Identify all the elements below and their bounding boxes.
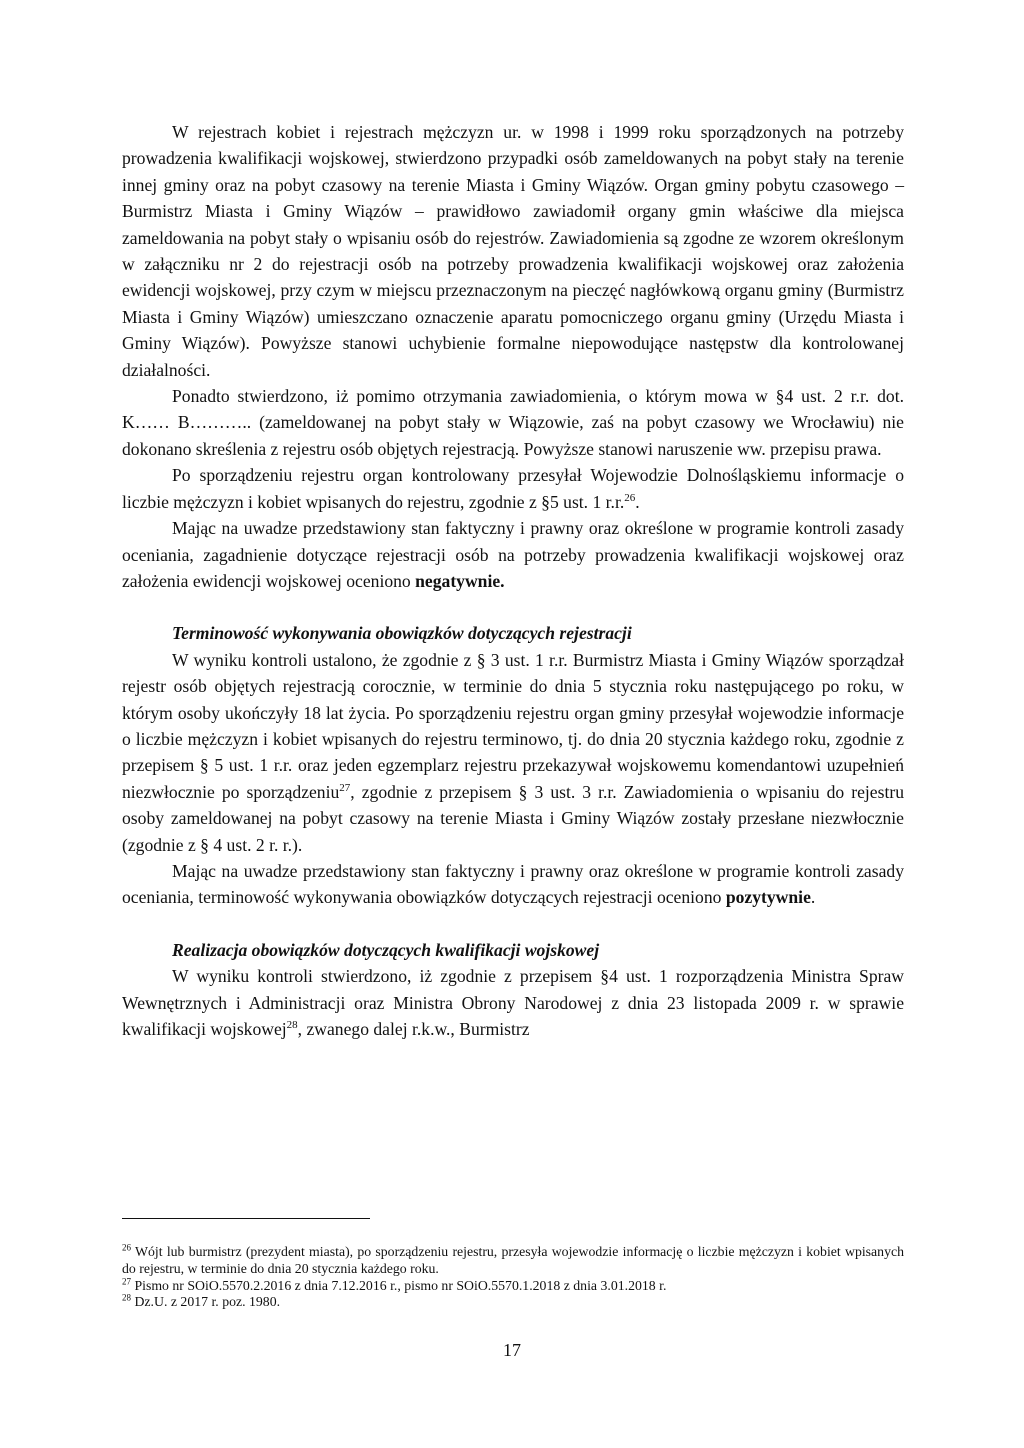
footnote-text: Dz.U. z 2017 r. poz. 1980. xyxy=(131,1294,281,1310)
footnote xyxy=(122,1278,904,1295)
page-number: 17 xyxy=(503,1340,521,1360)
paragraph xyxy=(122,515,904,594)
paragraph-text: , zwanego dalej r.k.w., Burmistrz xyxy=(297,1019,530,1039)
paragraph-text: W wyniku kontroli ustalono, że zgodnie z § 3 ust. 1 r.r. Burmistrz Miasta i Gminy Wiązów sporządzał rejestr osób objętych rejestracją corocznie, w terminie do dnia 5 stycznia roku następującego po roku, w którym osoby ukończyły 18 lat życia. Po sporządzeniu rejestru organ gminy przesyłał wojewodzie informacje o liczbie mężczyzn i kobiet wpisanych do rejestru terminowo, tj. do dnia 20 stycznia każdego roku, zgodnie z przepisem § 5 ust. 1 r.r. oraz jeden egzemplarz rejestru przekazywał wojskowemu komendantowi uzupełnień niezwłocznie po sporządzeniu xyxy=(122,649,904,802)
assessment-result: negatywnie. xyxy=(415,570,505,591)
footnote-ref[interactable]: 28 xyxy=(286,1019,298,1032)
paragraph xyxy=(122,963,904,1042)
paragraph-text: Mając na uwadze przedstawiony stan faktyczny i prawny oraz określone w programie kontroli zasady oceniania, terminowość wykonywania obowiązków dotyczących rejestracji oceniono xyxy=(122,860,904,908)
paragraph xyxy=(122,647,904,858)
paragraph xyxy=(122,462,904,515)
body-text xyxy=(122,119,904,1042)
footnote-number: 26 xyxy=(122,1242,131,1253)
paragraph-text: . xyxy=(635,491,640,512)
paragraph xyxy=(122,383,904,462)
section-heading-text: Realizacja obowiązków dotyczących kwalifikacji wojskowej xyxy=(172,939,600,960)
paragraph xyxy=(122,119,904,383)
footnote-text: Pismo nr SOiO.5570.2.2016 z dnia 7.12.2016 r., pismo nr SOiO.5570.1.2018 z dnia 3.01.2018 r. xyxy=(131,1277,667,1293)
assessment-result: pozytywnie xyxy=(725,887,811,908)
section-heading xyxy=(122,937,904,963)
paragraph-text: Ponadto stwierdzono, iż pomimo otrzymania zawiadomienia, o którym mowa w §4 ust. 2 r.r. dot. K…… B……….. (zameldowanej na pobyt stały w Wiązowie, zaś na pobyt czasowy we Wrocławiu) nie dokonano skreślenia z rejestru osób objętych rejestracją. Powyższe stanowi naruszenie ww. przepisu prawa. xyxy=(122,386,904,459)
paragraph-text: W rejestrach kobiet i rejestrach mężczyzn ur. w 1998 i 1999 roku sporządzonych na potrzeby prowadzenia kwalifikacji wojskowej, stwierdzono przypadki osób zameldowanych na pobyt stały na terenie innej gminy oraz na pobyt czasowy na terenie Miasta i Gminy Wiązów. Organ gminy pobytu czasowego – Burmistrz Miasta i Gminy Wiązów – prawidłowo zawiadomił organy gmin właściwe dla miejsca zameldowania na pobyt stały o wpisaniu osób do rejestrów. Zawiadomienia są zgodne ze wzorem określonym w załączniku nr 2 do rejestracji osób na potrzeby prowadzenia kwalifikacji wojskowej oraz założenia ewidencji wojskowej, przy czym w miejscu przeznaczonym na pieczęć nagłówkową organu gminy (Burmistrz Miasta i Gminy Wiązów) umieszczano oznaczenie aparatu pomocniczego organu gminy (Urzędu Miasta i Gminy Wiązów). Powyższe stanowi uchybienie formalne niepowodujące następstw dla kontrolowanej działalności. xyxy=(122,122,904,380)
section-heading-text: Terminowość wykonywania obowiązków dotyczących rejestracji xyxy=(172,623,632,644)
footnote-ref[interactable]: 26 xyxy=(624,491,636,504)
paragraph-text: . xyxy=(810,887,816,908)
footnote-number: 27 xyxy=(122,1276,131,1286)
paragraph-text: Mając na uwadze przedstawiony stan faktyczny i prawny oraz określone w programie kontroli zasady oceniania, zagadnienie dotyczące rejestracji osób na potrzeby prowadzenia kwalifikacji wojskowej oraz założenia ewidencji wojskowej oceniono xyxy=(122,518,904,591)
footnotes xyxy=(122,1244,904,1311)
footnote xyxy=(122,1294,904,1311)
footnote-text: Wójt lub burmistrz (prezydent miasta), po sporządzeniu rejestru, przesyła wojewodzie informację o liczbie mężczyzn i kobiet wpisanych do rejestru, w terminie do dnia 20 stycznia każdego roku. xyxy=(122,1244,904,1276)
footnote-separator xyxy=(122,1218,370,1219)
paragraph-text: Po sporządzeniu rejestru organ kontrolowany przesyłał Wojewodzie Dolnośląskiemu informacje o liczbie mężczyzn i kobiet wpisanych do rejestru, zgodnie z §5 ust. 1 r.r. xyxy=(122,465,904,512)
footnote-ref[interactable]: 27 xyxy=(339,781,351,794)
footnote-number: 28 xyxy=(122,1292,131,1303)
paragraph xyxy=(122,858,904,911)
paragraph-text: W wyniku kontroli stwierdzono, iż zgodnie z przepisem §4 ust. 1 rozporządzenia Ministra Spraw Wewnętrznych i Administracji oraz Ministra Obrony Narodowej z dnia 23 listopada 2009 r. w sprawie kwalifikacji wojskowej xyxy=(122,966,904,1039)
footnote xyxy=(122,1244,904,1278)
section-heading xyxy=(122,620,904,646)
paragraph-text: , zgodnie z przepisem § 3 ust. 3 r.r. Zawiadomienia o wpisaniu do rejestru osoby zameldowanej na pobyt czasowy na terenie Miasta i Gminy Wiązów zostały przesłane niezwłocznie (zgodnie z § 4 ust. 2 r. r.). xyxy=(122,781,904,855)
